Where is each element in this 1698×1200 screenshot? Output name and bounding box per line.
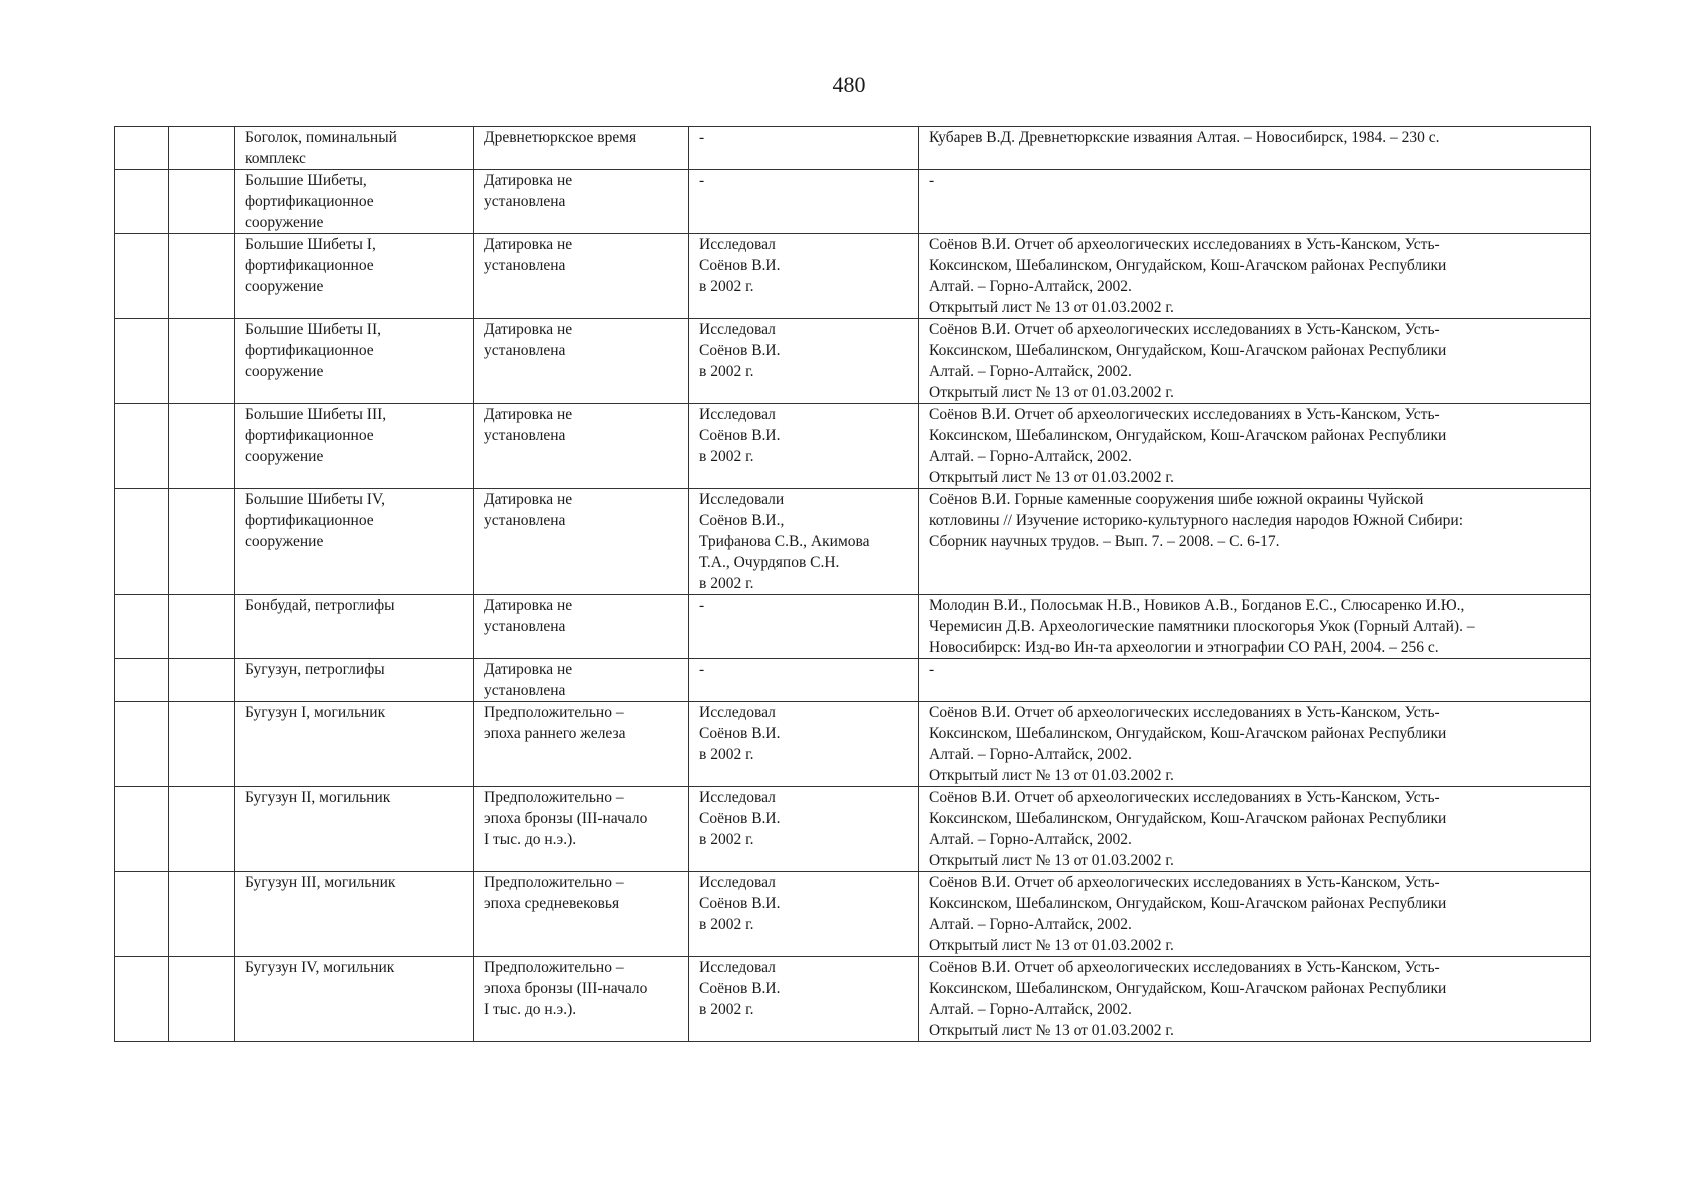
site-name-cell bbox=[235, 489, 474, 595]
cell-line: Боголок, поминальный bbox=[245, 129, 397, 146]
dating-cell bbox=[474, 957, 689, 1042]
cell-line: установлена bbox=[484, 427, 566, 444]
number-cell bbox=[115, 957, 169, 1042]
dating-cell bbox=[474, 234, 689, 319]
table-body bbox=[115, 127, 1591, 1042]
cell-line: в 2002 г. bbox=[699, 1001, 754, 1018]
cell-line: Открытый лист № 13 от 01.03.2002 г. bbox=[929, 1022, 1174, 1039]
cell-line: эпоха средневековья bbox=[484, 895, 620, 912]
cell-line: - bbox=[699, 172, 705, 189]
cell-line: Соёнов В.И. Отчет об археологических исследованиях в Усть-Канском, Усть- bbox=[929, 406, 1440, 423]
reference-cell bbox=[919, 319, 1591, 404]
code-cell bbox=[169, 489, 235, 595]
dating-cell bbox=[474, 659, 689, 702]
number-cell bbox=[115, 595, 169, 659]
cell-line: фортификационное bbox=[245, 342, 374, 359]
reference-cell bbox=[919, 659, 1591, 702]
cell-line: Открытый лист № 13 от 01.03.2002 г. bbox=[929, 469, 1174, 486]
reference-cell bbox=[919, 234, 1591, 319]
cell-line: Соёнов В.И., bbox=[699, 512, 785, 529]
reference-cell bbox=[919, 787, 1591, 872]
cell-line: Бугузун, петроглифы bbox=[245, 661, 385, 678]
cell-line: установлена bbox=[484, 512, 566, 529]
cell-line: сооружение bbox=[245, 214, 324, 231]
cell-line: Алтай. – Горно-Алтайск, 2002. bbox=[929, 746, 1132, 763]
cell-line: фортификационное bbox=[245, 427, 374, 444]
cell-line: Датировка не bbox=[484, 597, 573, 614]
cell-line: I тыс. до н.э.). bbox=[484, 831, 577, 848]
table-row bbox=[115, 659, 1591, 702]
cell-line: Коксинском, Шебалинском, Онгудайском, Кош-Агачском районах Республики bbox=[929, 257, 1447, 274]
cell-line: Соёнов В.И. Отчет об археологических исследованиях в Усть-Канском, Усть- bbox=[929, 874, 1440, 891]
code-cell bbox=[169, 170, 235, 234]
reference-cell bbox=[919, 872, 1591, 957]
cell-line: Исследовал bbox=[699, 874, 776, 891]
number-cell bbox=[115, 127, 169, 170]
cell-line: Соёнов В.И. bbox=[699, 342, 781, 359]
cell-line: эпоха бронзы (III-начало bbox=[484, 980, 648, 997]
cell-line: Бугузун III, могильник bbox=[245, 874, 396, 891]
number-cell bbox=[115, 319, 169, 404]
cell-line: Исследовал bbox=[699, 406, 776, 423]
page-number: 480 bbox=[832, 72, 866, 97]
code-cell bbox=[169, 127, 235, 170]
cell-line: Открытый лист № 13 от 01.03.2002 г. bbox=[929, 767, 1174, 784]
cell-line: в 2002 г. bbox=[699, 448, 754, 465]
cell-line: - bbox=[929, 172, 935, 189]
cell-line: Черемисин Д.В. Археологические памятники плоскогорья Укок (Горный Алтай). – bbox=[929, 618, 1475, 635]
cell-line: Большие Шибеты III, bbox=[245, 406, 387, 423]
cell-line: в 2002 г. bbox=[699, 278, 754, 295]
dating-cell bbox=[474, 489, 689, 595]
cell-line: в 2002 г. bbox=[699, 363, 754, 380]
cell-line: установлена bbox=[484, 342, 566, 359]
investigation-cell bbox=[689, 659, 919, 702]
cell-line: - bbox=[699, 129, 705, 146]
cell-line: Бонбудай, петроглифы bbox=[245, 597, 395, 614]
table-row bbox=[115, 234, 1591, 319]
cell-line: Бугузун I, могильник bbox=[245, 704, 386, 721]
cell-line: фортификационное bbox=[245, 257, 374, 274]
cell-line: Открытый лист № 13 от 01.03.2002 г. bbox=[929, 937, 1174, 954]
code-cell bbox=[169, 702, 235, 787]
cell-line: Соёнов В.И. Отчет об археологических исследованиях в Усть-Канском, Усть- bbox=[929, 789, 1440, 806]
dating-cell bbox=[474, 872, 689, 957]
table-row bbox=[115, 170, 1591, 234]
cell-line: Исследовал bbox=[699, 236, 776, 253]
site-name-cell bbox=[235, 595, 474, 659]
code-cell bbox=[169, 957, 235, 1042]
cell-line: Соёнов В.И. bbox=[699, 257, 781, 274]
table-row bbox=[115, 702, 1591, 787]
investigation-cell bbox=[689, 702, 919, 787]
site-name-cell bbox=[235, 957, 474, 1042]
cell-line: в 2002 г. bbox=[699, 916, 754, 933]
cell-line: Большие Шибеты, bbox=[245, 172, 367, 189]
site-name-cell bbox=[235, 127, 474, 170]
cell-line: Исследовали bbox=[699, 491, 785, 508]
investigation-cell bbox=[689, 319, 919, 404]
cell-line: Кубарев В.Д. Древнетюркские изваяния Алтая. – Новосибирск, 1984. – 230 с. bbox=[929, 129, 1440, 146]
investigation-cell bbox=[689, 957, 919, 1042]
cell-line: Коксинском, Шебалинском, Онгудайском, Кош-Агачском районах Республики bbox=[929, 980, 1447, 997]
cell-line: Большие Шибеты II, bbox=[245, 321, 381, 338]
dating-cell bbox=[474, 404, 689, 489]
cell-line: Молодин В.И., Полосьмак Н.В., Новиков А.В., Богданов Е.С., Слюсаренко И.Ю., bbox=[929, 597, 1465, 614]
cell-line: в 2002 г. bbox=[699, 575, 754, 592]
site-name-cell bbox=[235, 234, 474, 319]
dating-cell bbox=[474, 170, 689, 234]
cell-line: Алтай. – Горно-Алтайск, 2002. bbox=[929, 363, 1132, 380]
table-row bbox=[115, 957, 1591, 1042]
table-row bbox=[115, 489, 1591, 595]
cell-line: Соёнов В.И. Отчет об археологических исследованиях в Усть-Канском, Усть- bbox=[929, 704, 1440, 721]
cell-line: установлена bbox=[484, 257, 566, 274]
cell-line: Коксинском, Шебалинском, Онгудайском, Кош-Агачском районах Республики bbox=[929, 810, 1447, 827]
cell-line: Древнетюркское время bbox=[484, 129, 637, 146]
number-cell bbox=[115, 489, 169, 595]
site-name-cell bbox=[235, 170, 474, 234]
cell-line: установлена bbox=[484, 618, 566, 635]
cell-line: - bbox=[699, 597, 705, 614]
cell-line: Соёнов В.И. Горные каменные сооружения шибе южной окраины Чуйской bbox=[929, 491, 1424, 508]
cell-line: Датировка не bbox=[484, 406, 573, 423]
table-row bbox=[115, 872, 1591, 957]
investigation-cell bbox=[689, 595, 919, 659]
site-name-cell bbox=[235, 702, 474, 787]
cell-line: Алтай. – Горно-Алтайск, 2002. bbox=[929, 278, 1132, 295]
dating-cell bbox=[474, 595, 689, 659]
number-cell bbox=[115, 234, 169, 319]
cell-line: Исследовал bbox=[699, 704, 776, 721]
reference-cell bbox=[919, 702, 1591, 787]
cell-line: Соёнов В.И. bbox=[699, 427, 781, 444]
reference-cell bbox=[919, 957, 1591, 1042]
code-cell bbox=[169, 319, 235, 404]
cell-line: сооружение bbox=[245, 278, 324, 295]
number-cell bbox=[115, 659, 169, 702]
dating-cell bbox=[474, 787, 689, 872]
cell-line: Датировка не bbox=[484, 236, 573, 253]
dating-cell bbox=[474, 702, 689, 787]
cell-line: Т.А., Очурдяпов С.Н. bbox=[699, 554, 840, 571]
reference-cell bbox=[919, 404, 1591, 489]
cell-line: Коксинском, Шебалинском, Онгудайском, Кош-Агачском районах Республики bbox=[929, 725, 1447, 742]
cell-line: Датировка не bbox=[484, 321, 573, 338]
cell-line: в 2002 г. bbox=[699, 746, 754, 763]
investigation-cell bbox=[689, 872, 919, 957]
cell-line: Соёнов В.И. Отчет об археологических исследованиях в Усть-Канском, Усть- bbox=[929, 321, 1440, 338]
number-cell bbox=[115, 170, 169, 234]
investigation-cell bbox=[689, 404, 919, 489]
number-cell bbox=[115, 872, 169, 957]
code-cell bbox=[169, 595, 235, 659]
code-cell bbox=[169, 659, 235, 702]
monuments-table bbox=[114, 126, 1591, 1042]
cell-line: Датировка не bbox=[484, 661, 573, 678]
cell-line: Открытый лист № 13 от 01.03.2002 г. bbox=[929, 384, 1174, 401]
cell-line: сооружение bbox=[245, 363, 324, 380]
cell-line: Предположительно – bbox=[484, 874, 624, 891]
reference-cell bbox=[919, 127, 1591, 170]
number-cell bbox=[115, 787, 169, 872]
reference-cell bbox=[919, 170, 1591, 234]
cell-line: Коксинском, Шебалинском, Онгудайском, Кош-Агачском районах Республики bbox=[929, 427, 1447, 444]
investigation-cell bbox=[689, 489, 919, 595]
site-name-cell bbox=[235, 404, 474, 489]
code-cell bbox=[169, 404, 235, 489]
cell-line: Исследовал bbox=[699, 321, 776, 338]
code-cell bbox=[169, 872, 235, 957]
cell-line: Алтай. – Горно-Алтайск, 2002. bbox=[929, 1001, 1132, 1018]
cell-line: Исследовал bbox=[699, 789, 776, 806]
cell-line: Бугузун IV, могильник bbox=[245, 959, 395, 976]
cell-line: установлена bbox=[484, 682, 566, 699]
cell-line: Соёнов В.И. Отчет об археологических исследованиях в Усть-Канском, Усть- bbox=[929, 959, 1440, 976]
cell-line: эпоха раннего железа bbox=[484, 725, 626, 742]
cell-line: Соёнов В.И. bbox=[699, 895, 781, 912]
cell-line: Коксинском, Шебалинском, Онгудайском, Кош-Агачском районах Республики bbox=[929, 895, 1447, 912]
cell-line: Бугузун II, могильник bbox=[245, 789, 391, 806]
table-row bbox=[115, 404, 1591, 489]
reference-cell bbox=[919, 489, 1591, 595]
cell-line: Предположительно – bbox=[484, 704, 624, 721]
cell-line: в 2002 г. bbox=[699, 831, 754, 848]
cell-line: Открытый лист № 13 от 01.03.2002 г. bbox=[929, 852, 1174, 869]
cell-line: Соёнов В.И. bbox=[699, 980, 781, 997]
cell-line: сооружение bbox=[245, 533, 324, 550]
cell-line: Алтай. – Горно-Алтайск, 2002. bbox=[929, 831, 1132, 848]
investigation-cell bbox=[689, 127, 919, 170]
cell-line: сооружение bbox=[245, 448, 324, 465]
cell-line: Предположительно – bbox=[484, 789, 624, 806]
table-row bbox=[115, 595, 1591, 659]
cell-line: Сборник научных трудов. – Вып. 7. – 2008. – С. 6-17. bbox=[929, 533, 1280, 550]
reference-cell bbox=[919, 595, 1591, 659]
cell-line: Алтай. – Горно-Алтайск, 2002. bbox=[929, 916, 1132, 933]
cell-line: I тыс. до н.э.). bbox=[484, 1001, 577, 1018]
cell-line: Новосибирск: Изд-во Ин-та археологии и этнографии СО РАН, 2004. – 256 с. bbox=[929, 639, 1439, 656]
cell-line: - bbox=[929, 661, 935, 678]
table-row bbox=[115, 319, 1591, 404]
cell-line: эпоха бронзы (III-начало bbox=[484, 810, 648, 827]
site-name-cell bbox=[235, 787, 474, 872]
cell-line: котловины // Изучение историко-культурного наследия народов Южной Сибири: bbox=[929, 512, 1464, 529]
table-row bbox=[115, 787, 1591, 872]
cell-line: Алтай. – Горно-Алтайск, 2002. bbox=[929, 448, 1132, 465]
table-row bbox=[115, 127, 1591, 170]
cell-line: фортификационное bbox=[245, 193, 374, 210]
cell-line: Коксинском, Шебалинском, Онгудайском, Кош-Агачском районах Республики bbox=[929, 342, 1447, 359]
cell-line: Датировка не bbox=[484, 491, 573, 508]
cell-line: Трифанова С.В., Акимова bbox=[699, 533, 870, 550]
cell-line: Соёнов В.И. bbox=[699, 810, 781, 827]
site-name-cell bbox=[235, 319, 474, 404]
site-name-cell bbox=[235, 872, 474, 957]
cell-line: Датировка не bbox=[484, 172, 573, 189]
number-cell bbox=[115, 702, 169, 787]
dating-cell bbox=[474, 127, 689, 170]
number-cell bbox=[115, 404, 169, 489]
investigation-cell bbox=[689, 787, 919, 872]
cell-line: Исследовал bbox=[699, 959, 776, 976]
cell-line: Соёнов В.И. Отчет об археологических исследованиях в Усть-Канском, Усть- bbox=[929, 236, 1440, 253]
cell-line: комплекс bbox=[245, 150, 306, 167]
code-cell bbox=[169, 787, 235, 872]
investigation-cell bbox=[689, 170, 919, 234]
site-name-cell bbox=[235, 659, 474, 702]
cell-line: Большие Шибеты I, bbox=[245, 236, 376, 253]
investigation-cell bbox=[689, 234, 919, 319]
cell-line: Большие Шибеты IV, bbox=[245, 491, 386, 508]
cell-line: Предположительно – bbox=[484, 959, 624, 976]
code-cell bbox=[169, 234, 235, 319]
cell-line: установлена bbox=[484, 193, 566, 210]
dating-cell bbox=[474, 319, 689, 404]
cell-line: фортификационное bbox=[245, 512, 374, 529]
cell-line: Соёнов В.И. bbox=[699, 725, 781, 742]
cell-line: - bbox=[699, 661, 705, 678]
cell-line: Открытый лист № 13 от 01.03.2002 г. bbox=[929, 299, 1174, 316]
